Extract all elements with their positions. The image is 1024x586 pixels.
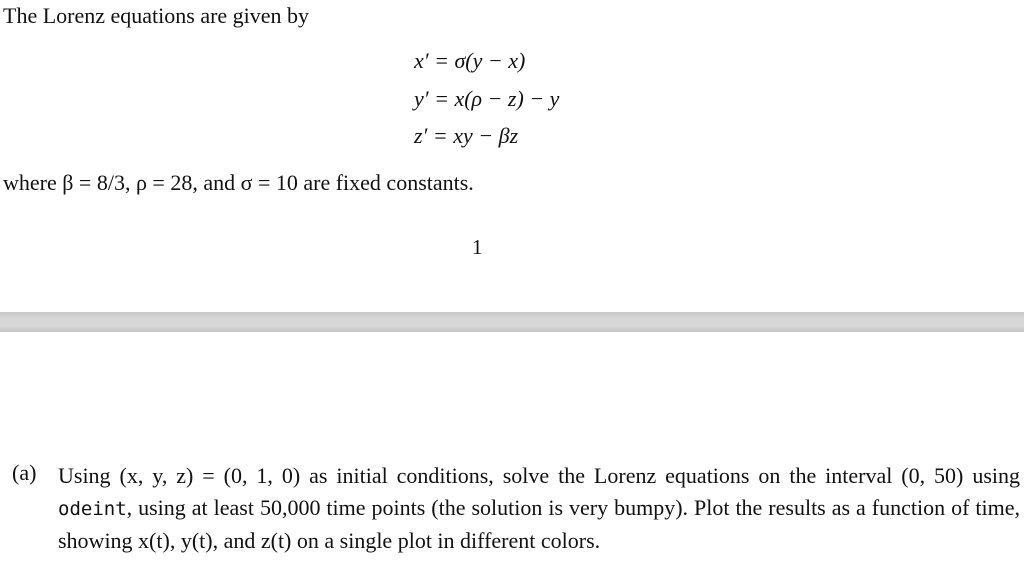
part-a-text-start: Using (x, y, z) = (0, 1, 0) as initial conditions, solve the Lorenz equations on the interval (0, 50) using xyxy=(58,463,1020,488)
page-separator xyxy=(0,312,1024,332)
part-a-text xyxy=(58,460,1020,557)
equation-rhs: x(ρ − z) − y xyxy=(454,86,560,111)
equation-rhs: xy − βz xyxy=(453,123,519,148)
equation-x xyxy=(414,48,525,74)
intro-text: The Lorenz equations are given by xyxy=(3,3,310,28)
equation-rhs: σ(y − x) xyxy=(454,48,526,73)
constants-text: where β = 8/3, ρ = 28, and σ = 10 are fixed constants. xyxy=(3,170,474,195)
equation-z xyxy=(414,123,518,149)
equation-lhs: y′ = xyxy=(414,86,455,111)
equation-y xyxy=(414,86,559,112)
equation-lhs: z′ = xyxy=(414,123,454,148)
part-a-text-end: , using at least 50,000 time points (the solution is very bumpy). Plot the results as a function of time, showing x(t), y(t), and z(t) on a single plot in different colors. xyxy=(58,494,1020,553)
page-number: 1 xyxy=(472,235,483,259)
part-a-label: (a) xyxy=(12,460,37,485)
code-odeint: odeint xyxy=(58,497,127,520)
equation-lhs: x′ = xyxy=(414,48,455,73)
